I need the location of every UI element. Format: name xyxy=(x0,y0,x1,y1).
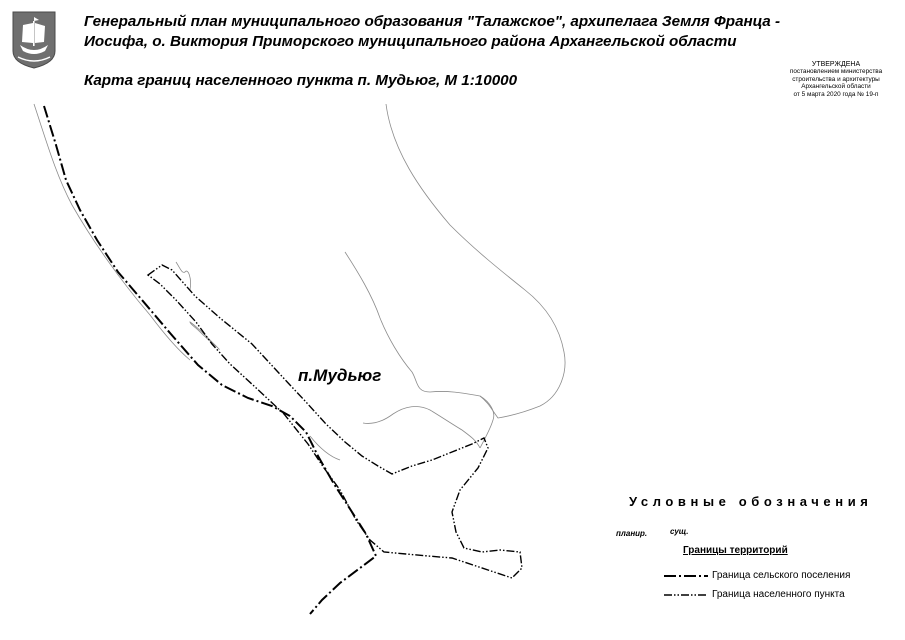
island-outline xyxy=(190,322,219,349)
legend-item-rural-boundary: Граница сельского поселения xyxy=(712,570,851,581)
legend-section-title: Границы территорий xyxy=(683,545,788,556)
approval-line: Архангельской области xyxy=(801,83,871,91)
legend-column-existing: сущ. xyxy=(670,527,689,536)
approval-line: постановлением министерства xyxy=(789,68,883,76)
legend-title: Условные обозначения xyxy=(629,494,873,509)
approval-line: УТВЕРЖДЕНА xyxy=(811,61,861,68)
shore-line xyxy=(363,407,480,448)
settlement-label: п.Мудьюг xyxy=(298,366,382,385)
coast-segment xyxy=(34,104,190,360)
rural-settlement-boundary xyxy=(44,106,376,614)
legend-item-locality-boundary: Граница населенного пункта xyxy=(712,589,845,600)
map-subtitle: Карта границ населенного пункта п. Мудьюг, М 1:10000 xyxy=(84,72,518,89)
dash-dot-dot-line-icon xyxy=(664,592,708,598)
locality-boundary xyxy=(148,265,522,578)
approval-line: строительства и архитектуры xyxy=(792,75,880,83)
approval-line: от 5 марта 2020 года № 19-п xyxy=(793,90,879,98)
coast-line xyxy=(345,252,494,448)
dash-dot-line-icon xyxy=(664,573,708,579)
legend-column-planned: планир. xyxy=(616,529,648,538)
map-title: Генеральный план муниципального образования "Талажское", архипелага Земля Франца - Иосифа, о. Виктория Приморского муниципального района Архангельской области xyxy=(84,13,781,50)
coast-segment xyxy=(310,436,340,460)
river-line xyxy=(386,104,565,418)
